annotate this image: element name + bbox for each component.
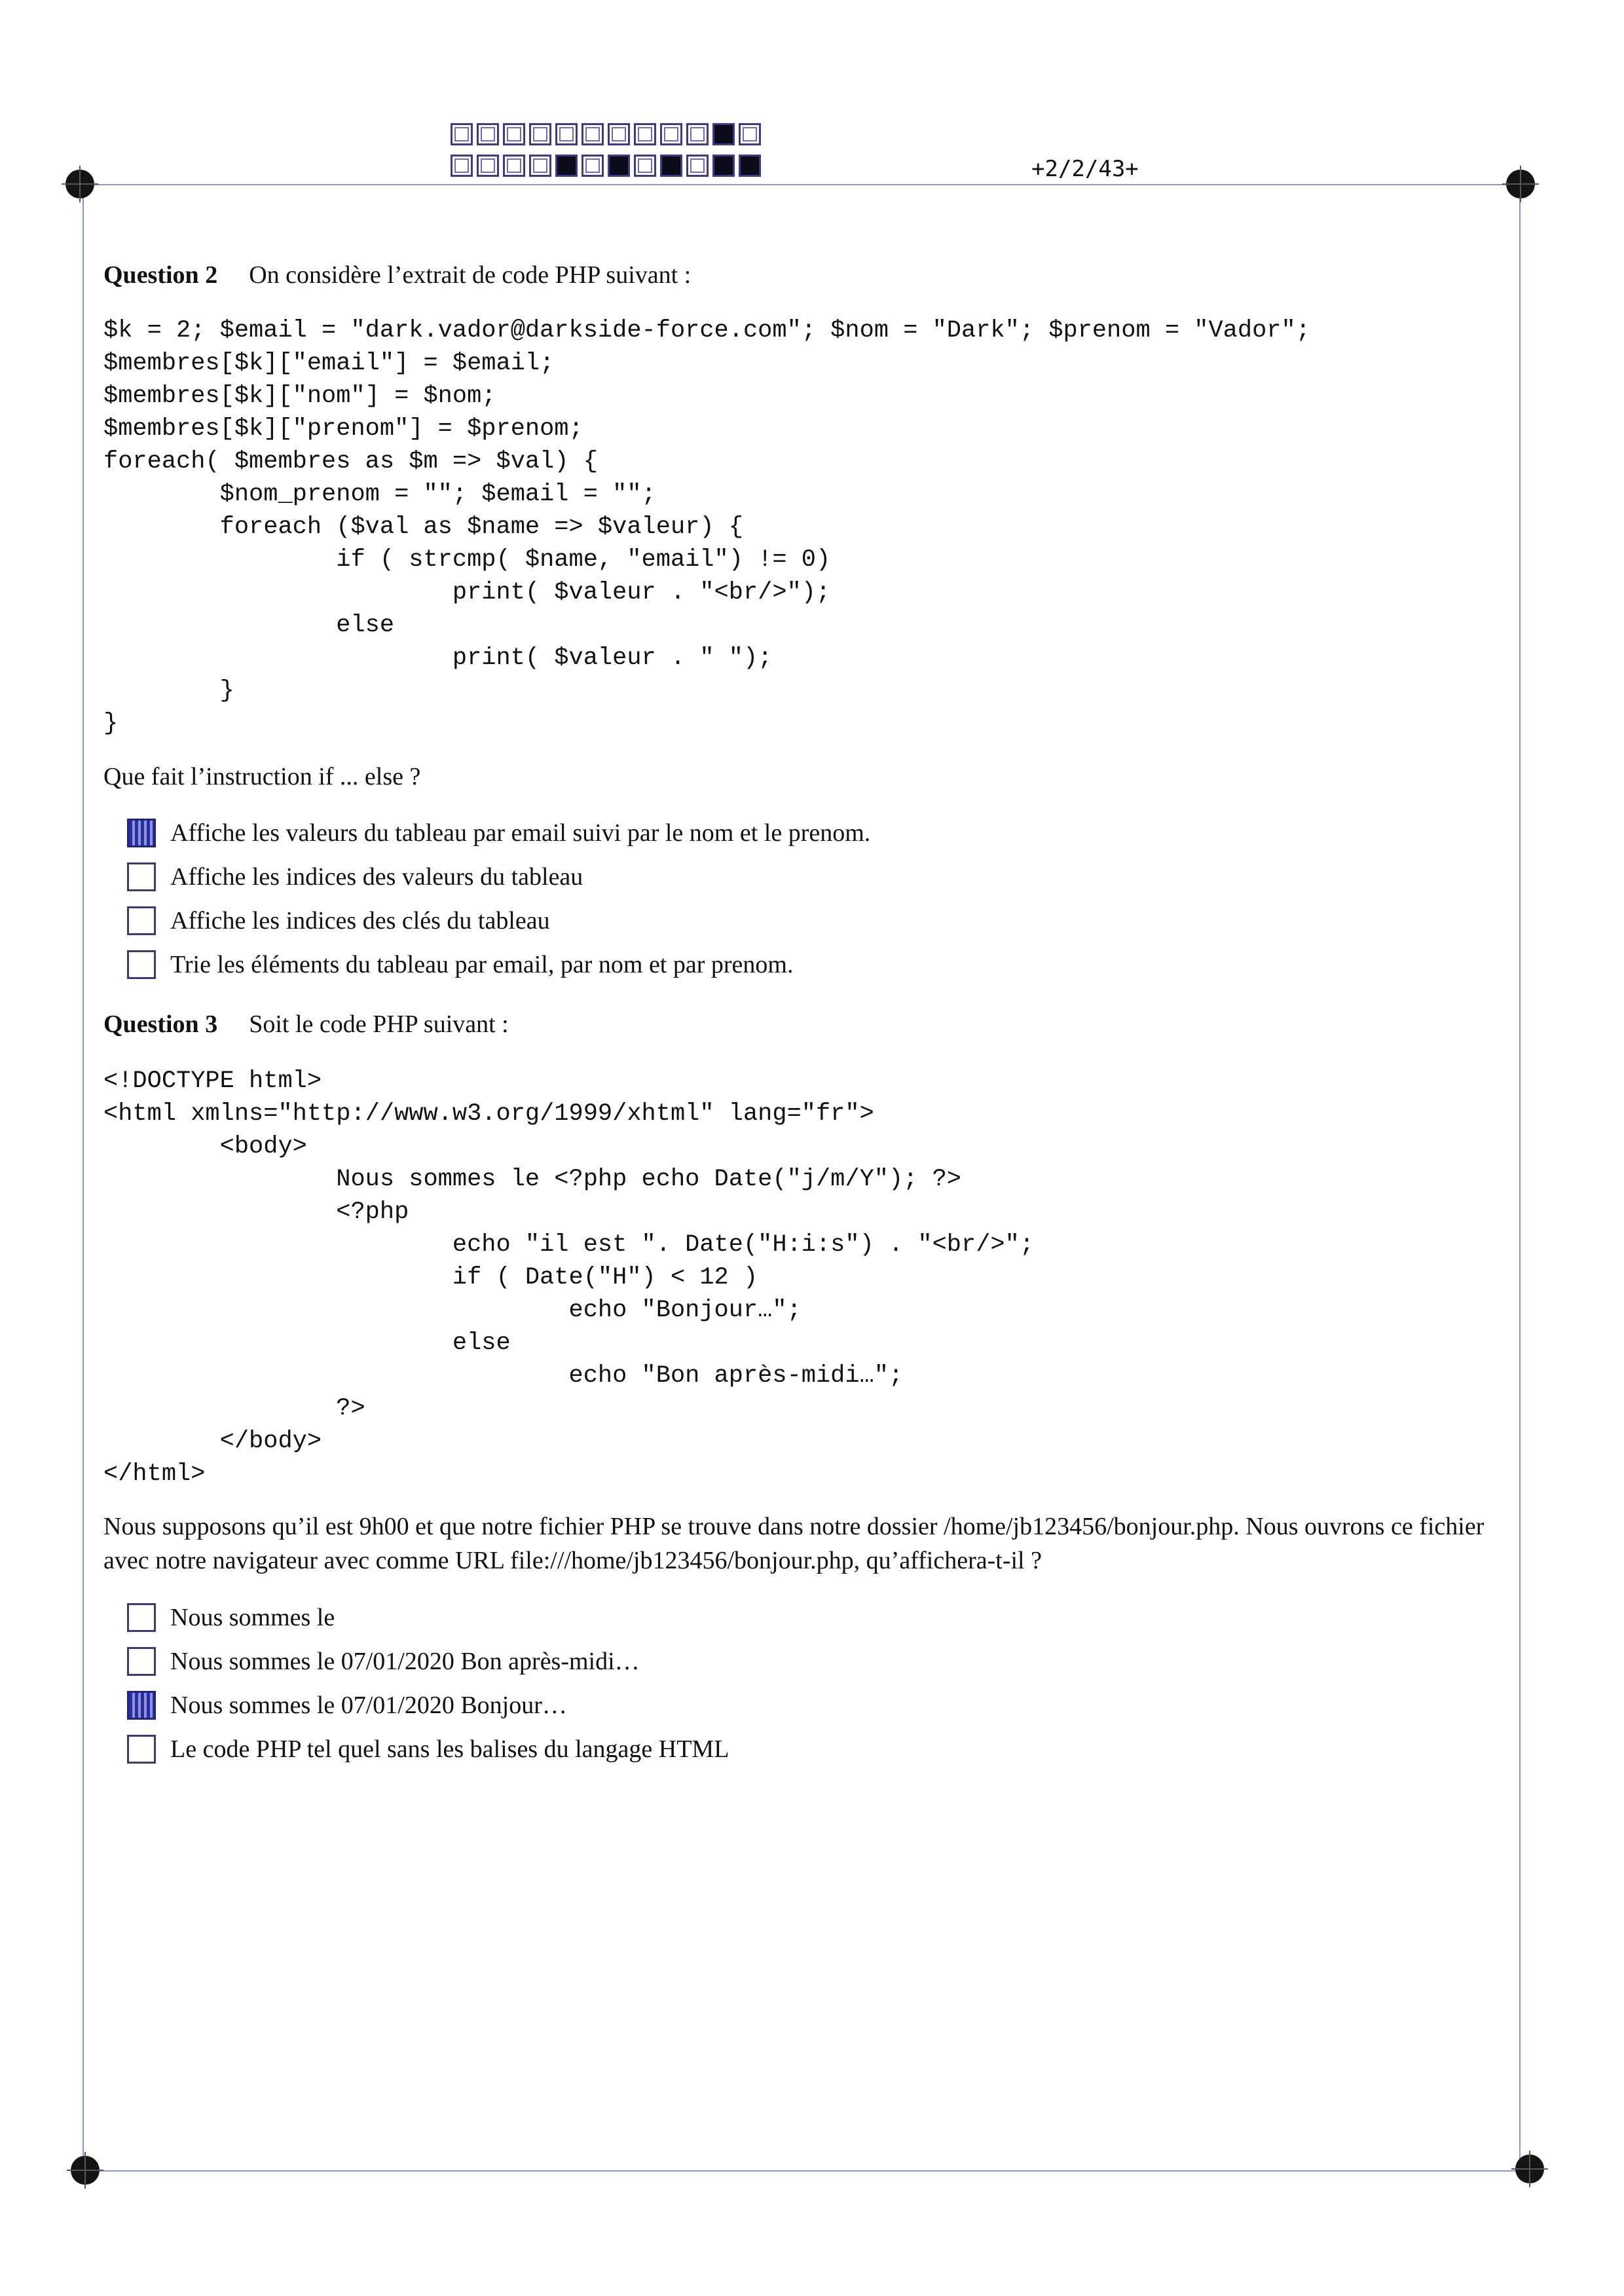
question-2-answer-3[interactable]	[127, 898, 870, 942]
id-box	[634, 123, 656, 145]
question-2-prompt: Que fait l’instruction if ... else ?	[103, 763, 421, 790]
id-box	[529, 123, 551, 145]
checkbox[interactable]	[127, 906, 156, 935]
question-2-label: Question 2	[103, 261, 218, 289]
answer-text: Affiche les valeurs du tableau par email suivi par le nom et le prenom.	[170, 819, 871, 847]
checkbox[interactable]	[127, 819, 156, 847]
question-2-intro: On considère l’extrait de code PHP suivant :	[249, 261, 692, 289]
checkbox[interactable]	[127, 1735, 156, 1764]
frame-top-line	[77, 184, 1521, 185]
id-boxes-row-1	[451, 123, 765, 145]
checkbox[interactable]	[127, 1603, 156, 1632]
corner-marker-bottom-left	[71, 2156, 100, 2185]
id-box	[739, 155, 761, 177]
id-box	[555, 123, 578, 145]
id-box	[660, 155, 682, 177]
question-3-intro: Soit le code PHP suivant :	[249, 1010, 509, 1038]
question-3-answer-3[interactable]	[127, 1683, 729, 1727]
answer-text: Nous sommes le 07/01/2020 Bonjour…	[170, 1691, 567, 1719]
checkbox[interactable]	[127, 862, 156, 891]
id-box	[608, 155, 630, 177]
id-box	[477, 155, 499, 177]
question-3-label: Question 3	[103, 1010, 218, 1038]
question-3-code: <!DOCTYPE html> <html xmlns="http://www.w3.org/1999/xhtml" lang="fr"> <body> Nous sommes le <?php echo Date("j/m/Y"); ?> <?php echo "il est ". Date("H:i:s") . "<br/>"; if ( Date("H") < 12 ) echo "Bonjour…"; else echo "Bon après-midi…"; ?> </body> </html>	[103, 1067, 1035, 1488]
corner-marker-top-right	[1506, 170, 1535, 198]
answer-text: Affiche les indices des valeurs du tableau	[170, 862, 583, 891]
question-2-code: $k = 2; $email = "dark.vador@darkside-force.com"; $nom = "Dark"; $prenom = "Vador"; $membres[$k]["email"] = $email; $membres[$k]["nom"] = $nom; $membres[$k]["prenom"] = $prenom; foreach( $membres as $m => $val) { $nom_prenom = ""; $email = ""; foreach ($val as $name => $valeur) { if ( strcmp( $name, "email") != 0) print( $valeur . "<br/>"); else print( $valeur . " "); } }	[103, 317, 1310, 737]
id-box	[503, 123, 525, 145]
id-box	[686, 155, 709, 177]
question-2-answer-2[interactable]	[127, 855, 870, 898]
question-3-answer-1[interactable]	[127, 1595, 729, 1639]
checkbox[interactable]	[127, 950, 156, 979]
id-box	[686, 123, 709, 145]
id-box	[451, 123, 473, 145]
corner-marker-top-left	[65, 170, 94, 198]
checkbox[interactable]	[127, 1647, 156, 1676]
answer-text: Le code PHP tel quel sans les balises du langage HTML	[170, 1735, 729, 1763]
id-box	[529, 155, 551, 177]
frame-bottom-line	[84, 2170, 1530, 2172]
question-3-answers	[127, 1595, 729, 1771]
page-id: +2/2/43+	[1031, 156, 1139, 182]
id-box	[581, 123, 604, 145]
id-box	[555, 155, 578, 177]
question-2-answer-1[interactable]	[127, 811, 870, 855]
frame-left-line	[83, 184, 84, 2170]
question-2-title	[103, 261, 691, 289]
question-3-prompt: Nous supposons qu’il est 9h00 et que notre fichier PHP se trouve dans notre dossier /home/jb123456/bonjour.php. Nous ouvrons ce fichier avec notre navigateur avec comme URL file:///home/jb123456/bonjour.php, qu’affichera-t-il ?	[103, 1513, 1485, 1574]
question-2-answer-4[interactable]	[127, 942, 870, 986]
answer-text: Trie les éléments du tableau par email, par nom et par prenom.	[170, 950, 794, 978]
answer-text: Nous sommes le 07/01/2020 Bon après-midi…	[170, 1647, 640, 1675]
question-3-title	[103, 1010, 509, 1039]
id-box	[581, 155, 604, 177]
id-box	[477, 123, 499, 145]
question-3-answer-4[interactable]	[127, 1727, 729, 1771]
id-box	[608, 123, 630, 145]
id-box	[660, 123, 682, 145]
answer-text: Affiche les indices des clés du tableau	[170, 906, 550, 935]
answer-text: Nous sommes le	[170, 1603, 335, 1631]
id-box	[503, 155, 525, 177]
id-box	[739, 123, 761, 145]
id-box	[451, 155, 473, 177]
corner-marker-bottom-right	[1515, 2155, 1544, 2183]
question-2-answers	[127, 811, 870, 986]
id-box	[634, 155, 656, 177]
checkbox[interactable]	[127, 1691, 156, 1720]
question-3-answer-2[interactable]	[127, 1639, 729, 1683]
id-boxes-row-2	[451, 155, 765, 177]
frame-right-line	[1519, 184, 1521, 2170]
id-box	[712, 155, 735, 177]
id-box	[712, 123, 735, 145]
